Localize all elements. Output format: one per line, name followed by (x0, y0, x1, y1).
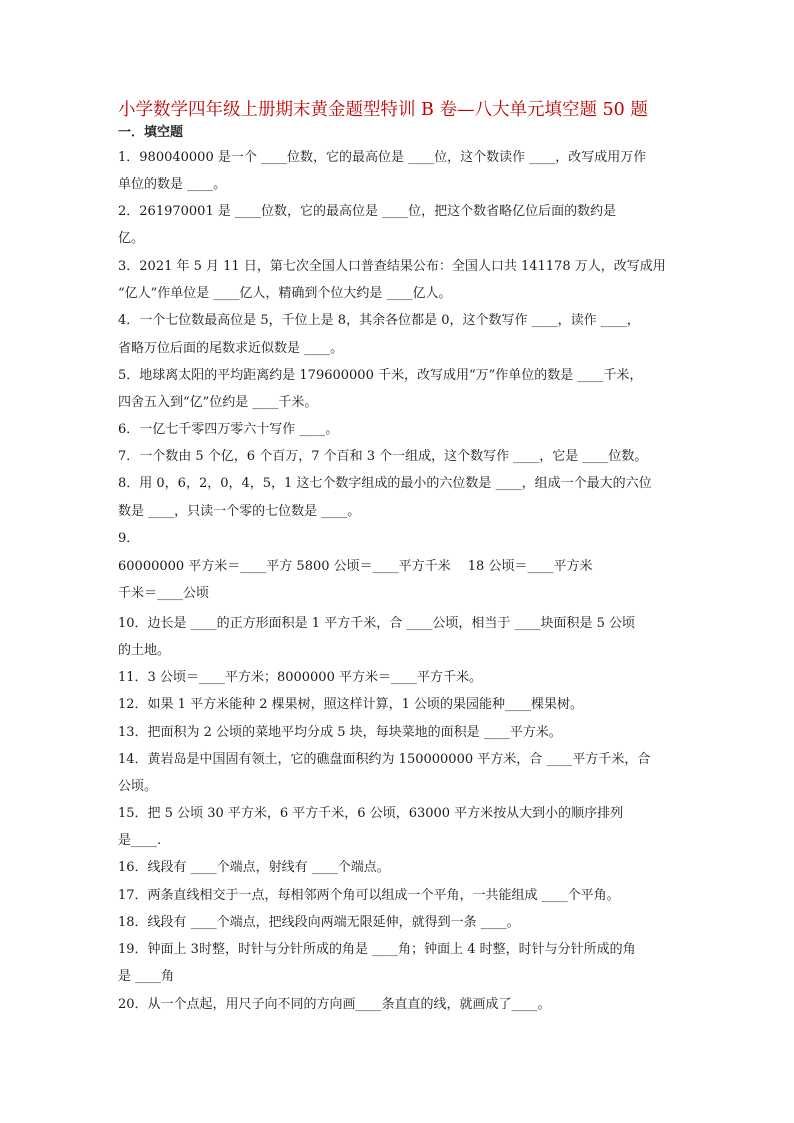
question-line: 13．把面积为 2 公顷的菜地平均分成 5 块，每块菜地的面积是 ____平方米。 (118, 725, 562, 740)
question-line: “亿人”作单位是 ____亿人，精确到个位大约是 ____亿人。 (118, 286, 452, 301)
question-line: 3．2021 年 5 月 11 日，第七次全国人口普查结果公布：全国人口共 141178 万人，改写成用 (118, 259, 666, 274)
question-line: 4．一个七位数最高位是 5，千位上是 8，其余各位都是 0，这个数写作 ____，读作 ____， (118, 313, 640, 328)
question-line: 16．线段有 ____个端点，射线有 ____个端点。 (118, 860, 390, 875)
question-line: 四舍五入到“亿”位约是 ____千米。 (118, 395, 318, 410)
question-line: 10．边长是 ____的正方形面积是 1 平方千米，合 ____公顷，相当于 ____块面积是 5 公顷 (118, 616, 636, 631)
question-line: 的土地。 (118, 643, 171, 658)
question-line: 20．从一个点起，用尺子向不同的方向画____条直直的线，就画成了____。 (118, 997, 551, 1012)
question-line: 15．把 5 公顷 30 平方米，6 平方千米，6 公顷，63000 平方米按从大到小的顺序排列 (118, 806, 624, 821)
question-line: 7．一个数由 5 个亿，6 个百万，7 个百和 3 个一组成，这个数写作 ____，它是 ____位数。 (118, 449, 648, 464)
question-line: 是 ____角 (118, 969, 175, 984)
question-line: 19．钟面上 3时整，时针与分针所成的角是 ____角；钟面上 4 时整，时针与分针所成的角 (118, 942, 636, 957)
question-line: 18．线段有 ____个端点，把线段向两端无限延伸，就得到一条 ____。 (118, 915, 520, 930)
question-line: 11．3 公顷＝____平方米；8000000 平方米＝____平方千米。 (118, 670, 482, 685)
question-line: 1．980040000 是一个 ____位数，它的最高位是 ____位，这个数读作 ____，改写成用万作 (118, 150, 647, 165)
question-line: 千米＝____公顷 (118, 586, 210, 601)
question-line: 是____. (118, 833, 162, 848)
question-line: 数是 ____，只读一个零的七位数是 ____。 (118, 504, 361, 519)
question-line: 14．黄岩岛是中国固有领土，它的礁盘面积约为 150000000 平方米，合 ____平方千米，合 (118, 752, 651, 767)
question-line: 省略万位后面的尾数求近似数是 ____。 (118, 341, 344, 356)
question-line: 2．261970001 是 ____位数，它的最高位是 ____位，把这个数省略亿位后面的数约是 (118, 204, 617, 219)
question-line: 公顷。 (118, 779, 158, 794)
document-title: 小学数学四年级上册期末黄金题型特训 B 卷—八大单元填空题 50 题 (118, 100, 648, 120)
question-line: 单位的数是 ____。 (118, 177, 227, 192)
question-line: 6．一亿七千零四万零六十写作 ____。 (118, 422, 339, 437)
question-line: 60000000 平方米＝____平方 5800 公顷＝____平方千米 18 公顷＝____平方米 (118, 559, 593, 574)
question-line: 17．两条直线相交于一点，每相邻两个角可以组成一个平角，一共能组成 ____个平角。 (118, 888, 620, 903)
question-line: 亿。 (118, 231, 145, 246)
section-heading: 一．填空题 (118, 125, 184, 140)
question-line: 9． (118, 531, 140, 546)
question-line: 5．地球离太阳的平均距离约是 179600000 千米，改写成用“万”作单位的数是 ____千米， (118, 368, 643, 383)
question-line: 12．如果 1 平方米能种 2 棵果树，照这样计算，1 公顷的果园能种____棵果树。 (118, 697, 584, 712)
question-line: 8．用 0，6，2，0，4，5，1 这七个数字组成的最小的六位数是 ____，组成一个最大的六位 (118, 476, 652, 491)
